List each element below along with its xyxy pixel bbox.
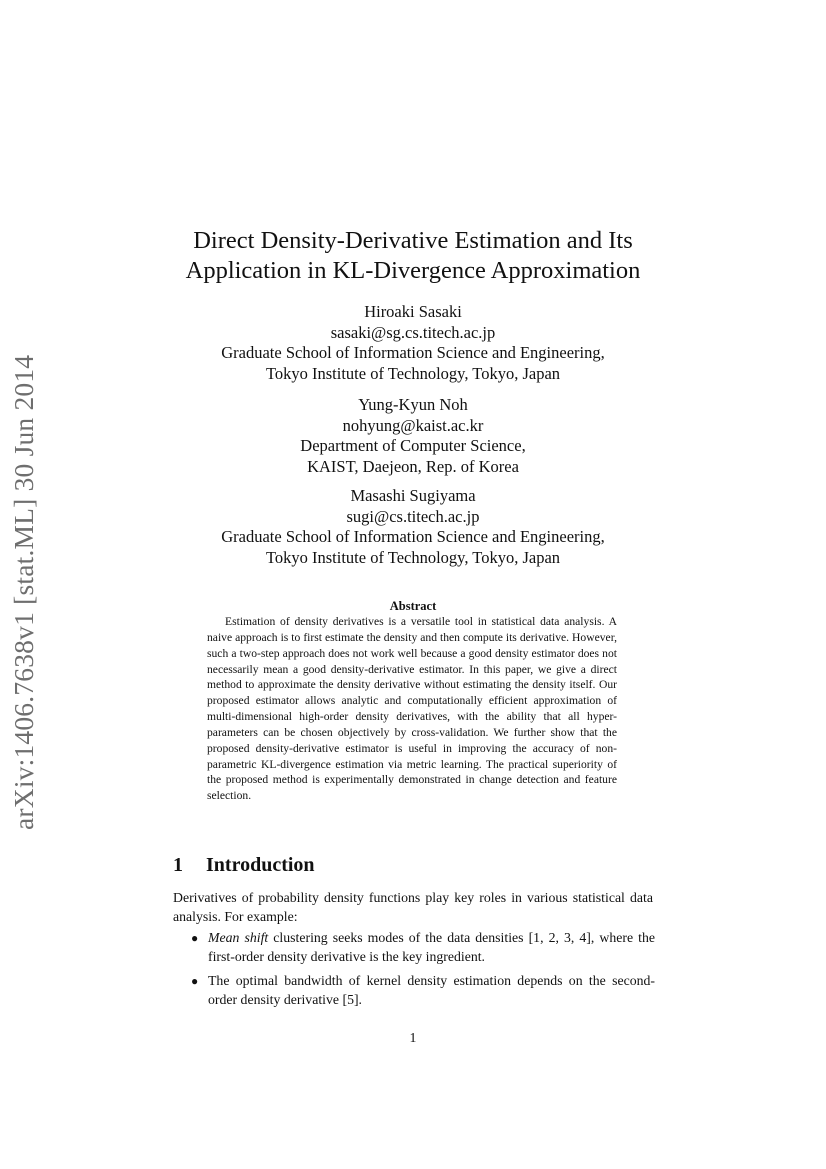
author-block-1: [120, 302, 706, 384]
author-affiliation-line-1: Department of Computer Science,: [300, 436, 526, 455]
list-item: [173, 929, 655, 966]
paper-title: [120, 226, 706, 286]
author-affiliation-line-2: KAIST, Daejeon, Rep. of Korea: [307, 456, 519, 476]
author-affiliation-line-1: Graduate School of Information Science and Engineering,: [221, 343, 605, 362]
paper-title-line-1: Direct Density-Derivative Estimation and Its: [193, 227, 633, 254]
paper-title-line-2: Application in KL-Divergence Approximation: [185, 257, 641, 284]
author-block-2: [120, 395, 706, 477]
bullet-list-item-1: [173, 929, 655, 966]
author-email: nohyung@kaist.ac.kr: [342, 415, 484, 435]
arxiv-identifier-stamp: arXiv:1406.7638v1 [stat.ML] 30 Jun 2014: [8, 354, 39, 830]
abstract-heading: Abstract: [389, 599, 437, 613]
author-email: sugi@cs.titech.ac.jp: [346, 506, 480, 526]
introduction-paragraph: Derivatives of probability density functions play key roles in various statistical data analysis. For example:: [173, 890, 653, 924]
page-number: 1: [409, 1030, 417, 1045]
author-affiliation-line-2: Tokyo Institute of Technology, Tokyo, Japan: [265, 547, 561, 567]
author-block-3: [120, 486, 706, 568]
bullet-emphasis: Mean shift: [208, 930, 269, 945]
bullet-list-item-2: [173, 972, 655, 1009]
bullet-icon: ●: [191, 974, 199, 988]
section-title: Introduction: [206, 854, 315, 876]
section-heading-introduction: [173, 853, 653, 877]
author-name: Hiroaki Sasaki: [364, 302, 462, 321]
author-affiliation-line-1: Graduate School of Information Science and Engineering,: [221, 527, 605, 546]
bullet-text: clustering seeks modes of the data densities [1, 2, 3, 4], where the first-order density derivative is the key ingredient.: [208, 930, 655, 964]
bullet-icon: ●: [191, 931, 199, 945]
author-name: Yung-Kyun Noh: [358, 395, 468, 414]
list-item: [173, 972, 655, 1009]
abstract-text: Estimation of density derivatives is a versatile tool in statistical data analysis. A naive approach is to first estimate the density and then compute its derivative. However, such a two-step approach does not work well because a good density estimator does not necessarily mean a good density-derivative estimator. In this paper, we give a direct method to approximate the density derivative without estimating the density itself. Our proposed estimator allows analytic and computationally efficient approximation of multi-dimensional high-order density derivatives, with the ability that all hyper-parameters can be chosen objectively by cross-validation. We further show that the proposed density-derivative estimator is useful in improving the accuracy of non-parametric KL-divergence estimation via metric learning. The practical superiority of the proposed method is experimentally demonstrated in change detection and feature selection.: [207, 615, 617, 803]
section-number: 1: [173, 854, 183, 876]
bullet-text: The optimal bandwidth of kernel density estimation depends on the second-order density derivative [5].: [208, 973, 655, 1007]
author-email: sasaki@sg.cs.titech.ac.jp: [330, 322, 496, 342]
author-affiliation-line-2: Tokyo Institute of Technology, Tokyo, Japan: [265, 363, 561, 383]
author-name: Masashi Sugiyama: [350, 486, 476, 505]
